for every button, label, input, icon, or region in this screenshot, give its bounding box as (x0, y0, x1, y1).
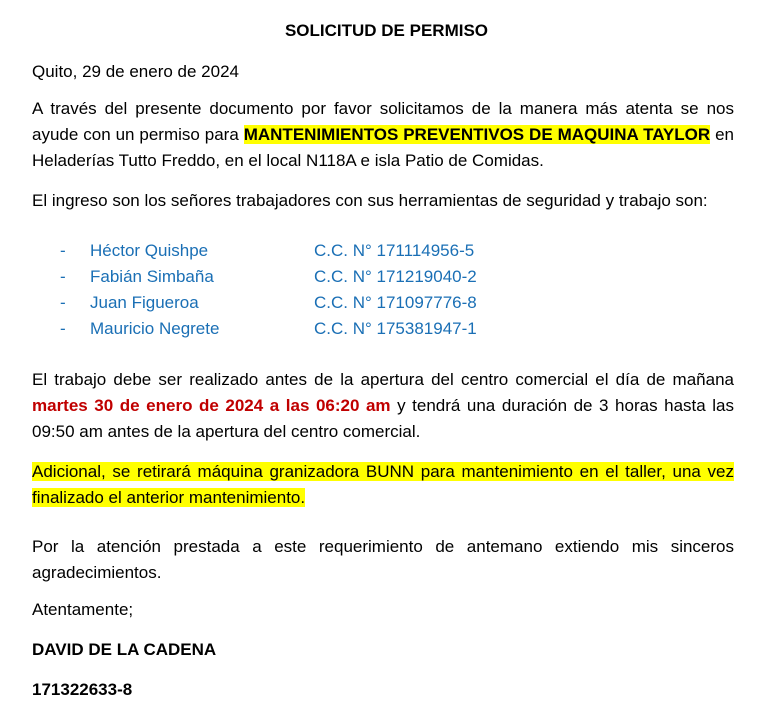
paragraph-thanks: Por la atención prestada a este requerimiento de antemano extiendo mis sinceros agradecimientos. (32, 537, 734, 582)
request-text-before: A través del presente documento por favor solicitamos de la manera más atenta se nos ayude con un permiso para (32, 99, 734, 144)
list-item (60, 316, 560, 342)
worker-id: C.C. N° 171219040-2 (314, 267, 477, 286)
schedule-text-before: El trabajo debe ser realizado antes de la apertura del centro comercial el día de mañana (32, 370, 734, 389)
workers-list (60, 238, 560, 342)
worker-name: Fabián Simbaña (90, 267, 214, 286)
paragraph-additional (32, 459, 734, 511)
worker-id: C.C. N° 175381947-1 (314, 319, 477, 338)
worker-id: C.C. N° 171097776-8 (314, 293, 477, 312)
request-text-after: en Heladerías Tutto Freddo, en el local N118A e isla Patio de Comidas. (32, 125, 734, 170)
paragraph-request (32, 96, 734, 174)
paragraph-schedule (32, 367, 734, 445)
list-dash: - (60, 241, 66, 260)
worker-id: C.C. N° 171114956-5 (314, 241, 475, 260)
schedule-text-after: y tendrá una duración de 3 horas hasta las 09:50 am antes de la apertura del centro comercial. (32, 396, 734, 441)
document-title: SOLICITUD DE PERMISO (284, 21, 489, 40)
additional-highlight: Adicional, se retirará máquina granizadora BUNN para mantenimiento en el taller, una vez finalizado el anterior mantenimiento. (32, 462, 734, 507)
list-item (60, 290, 560, 316)
signer-name: DAVID DE LA CADENA (32, 640, 217, 659)
list-item (60, 264, 560, 290)
signer-id: 171322633-8 (32, 680, 133, 699)
request-highlight: MANTENIMIENTOS PREVENTIVOS DE MAQUINA TAYLOR (243, 125, 711, 144)
schedule-date-highlight: martes 30 de enero de 2024 a las 06:20 am (32, 396, 391, 415)
list-item (60, 238, 560, 264)
worker-name: Mauricio Negrete (90, 319, 220, 338)
list-dash: - (60, 293, 66, 312)
worker-name: Juan Figueroa (90, 293, 199, 312)
date-line: Quito, 29 de enero de 2024 (32, 62, 239, 81)
list-dash: - (60, 267, 66, 286)
worker-name: Héctor Quishpe (90, 241, 209, 260)
list-dash: - (60, 319, 66, 338)
paragraph-workers-intro: El ingreso son los señores trabajadores con sus herramientas de seguridad y trabajo son: (32, 191, 708, 210)
closing-line: Atentamente; (32, 600, 134, 619)
